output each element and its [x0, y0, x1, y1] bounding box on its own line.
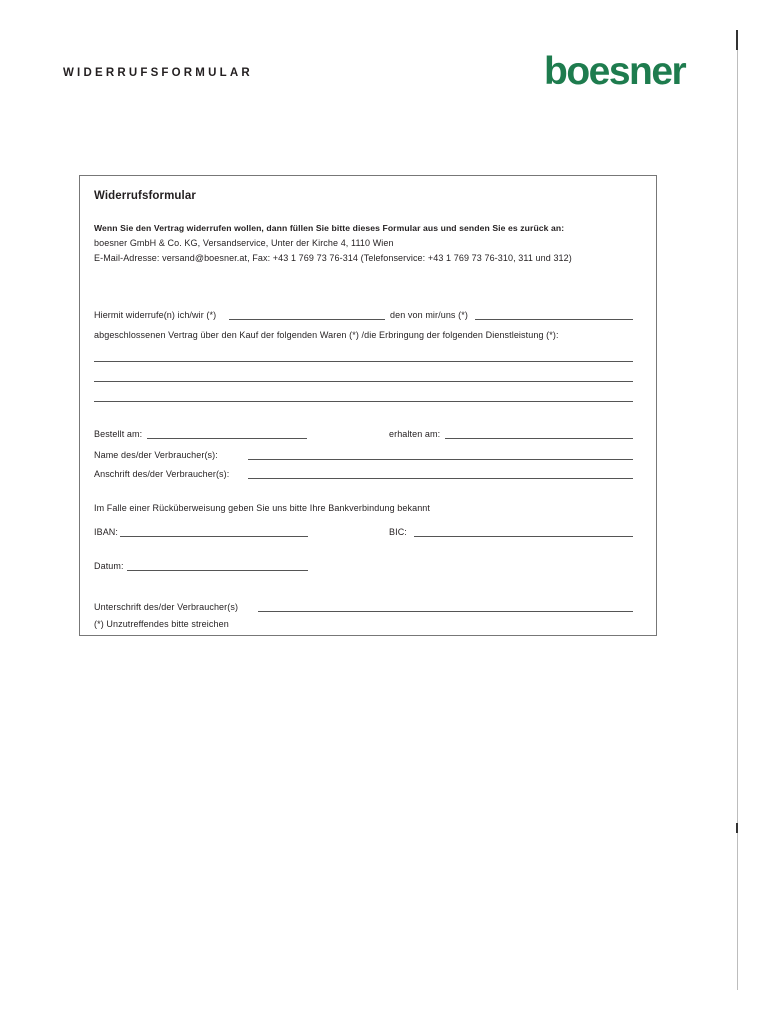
- from-label: den von mir/uns (*): [390, 310, 468, 320]
- goods-line-1[interactable]: [94, 361, 633, 362]
- contract-text: abgeschlossenen Vertrag über den Kauf der folgenden Waren (*) /die Erbringung der folgenden Dienstleistung (*):: [94, 330, 559, 340]
- goods-line-2[interactable]: [94, 381, 633, 382]
- ordered-label: Bestellt am:: [94, 429, 143, 439]
- company-address: boesner GmbH & Co. KG, Versandservice, Unter der Kirche 4, 1110 Wien: [94, 238, 394, 248]
- consumer-address-field[interactable]: [248, 478, 633, 479]
- consumer-name-field[interactable]: [248, 459, 633, 460]
- address-label: Anschrift des/der Verbraucher(s):: [94, 469, 230, 479]
- name-label: Name des/der Verbraucher(s):: [94, 450, 218, 460]
- page-edge-mark: [736, 30, 738, 50]
- page-edge-mark: [736, 823, 738, 833]
- bank-text: Im Falle einer Rücküberweisung geben Sie uns bitte Ihre Bankverbindung bekannt: [94, 503, 431, 513]
- withdraw-label: Hiermit widerrufe(n) ich/wir (*): [94, 310, 217, 320]
- iban-label: IBAN:: [94, 527, 119, 537]
- contact-info: E-Mail-Adresse: versand@boesner.at, Fax: +43 1 769 73 76-314 (Telefonservice: +43 1 769 73 76-310, 311 und 312): [94, 253, 572, 263]
- date-field[interactable]: [127, 570, 308, 571]
- page-title: WIDERRUFSFORMULAR: [63, 67, 253, 79]
- form-intro: Wenn Sie den Vertrag widerrufen wollen, dann füllen Sie bitte dieses Formular aus und senden Sie es zurück an:: [94, 223, 565, 233]
- withdrawal-form: [79, 175, 657, 636]
- bic-field[interactable]: [414, 536, 633, 537]
- signature-label: Unterschrift des/der Verbraucher(s): [94, 602, 239, 612]
- from-name-field[interactable]: [475, 319, 633, 320]
- signature-field[interactable]: [258, 611, 633, 612]
- form-title: Widerrufsformular: [94, 190, 196, 202]
- page-edge-line: [737, 30, 738, 990]
- ordered-date-field[interactable]: [147, 438, 307, 439]
- date-label: Datum:: [94, 561, 124, 571]
- boesner-logo: boesner: [544, 50, 686, 93]
- footnote: (*) Unzutreffendes bitte streichen: [94, 619, 229, 629]
- received-date-field[interactable]: [445, 438, 633, 439]
- goods-line-3[interactable]: [94, 401, 633, 402]
- iban-field[interactable]: [120, 536, 308, 537]
- bic-label: BIC:: [389, 527, 407, 537]
- received-label: erhalten am:: [389, 429, 441, 439]
- withdraw-name-field[interactable]: [229, 319, 385, 320]
